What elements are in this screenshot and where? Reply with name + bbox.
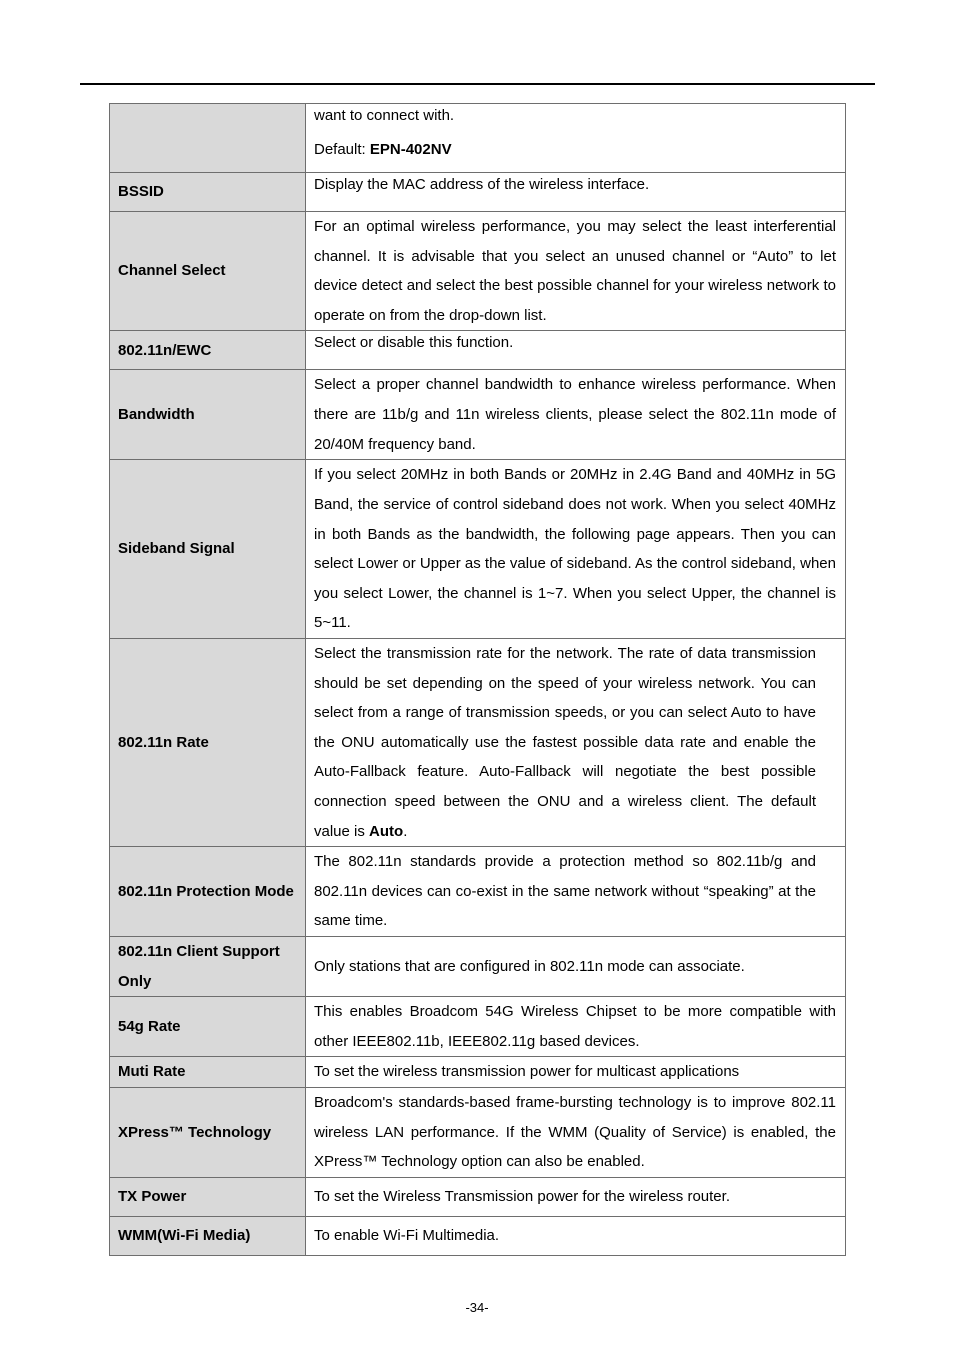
param-description: Display the MAC address of the wireless interface. xyxy=(306,173,846,212)
param-name: 54g Rate xyxy=(110,997,306,1057)
table-row xyxy=(110,1216,846,1255)
param-name: 802.11n Client Support Only xyxy=(110,937,306,997)
param-description: Select the transmission rate for the network. The rate of data transmission should be set depending on the speed of your wireless network. You can select from a range of transmission speeds, or you can select Auto to have the ONU automatically use the fastest possible data rate and enable the Auto-Fallback feature. Auto-Fallback will negotiate the best possible connection speed between the ONU and a wireless client. The default value is Auto. xyxy=(306,638,846,846)
param-name: 802.11n Protection Mode xyxy=(110,847,306,937)
table-row xyxy=(110,104,846,173)
default-value: EPN-402NV xyxy=(369,141,452,158)
param-description: To set the wireless transmission power for multicast applications xyxy=(306,1057,846,1088)
table-row xyxy=(110,370,846,460)
param-description: Select a proper channel bandwidth to enhance wireless performance. When there are 11b/g and 11n wireless clients, please select the 802.11n mode of 20/40M frequency band. xyxy=(306,370,846,460)
param-description: Broadcom's standards-based frame-bursting technology is to improve 802.11 wireless LAN performance. If the WMM (Quality of Service) is enabled, the XPress™ Technology option can also be enabled. xyxy=(306,1088,846,1178)
table-row xyxy=(110,460,846,639)
table-row xyxy=(110,997,846,1057)
param-description: For an optimal wireless performance, you may select the least interferential channel. It is advisable that you select an unused channel or “Auto” to let device detect and select the best possible channel for your wireless network to operate on from the drop-down list. xyxy=(306,212,846,331)
param-description xyxy=(306,104,846,173)
param-description: To enable Wi-Fi Multimedia. xyxy=(306,1216,846,1255)
param-description: To set the Wireless Transmission power for the wireless router. xyxy=(306,1177,846,1216)
param-name: WMM(Wi-Fi Media) xyxy=(110,1216,306,1255)
table-row xyxy=(110,173,846,212)
table-row xyxy=(110,1177,846,1216)
table-row xyxy=(110,1088,846,1178)
param-name: Muti Rate xyxy=(110,1057,306,1088)
table-row xyxy=(110,847,846,937)
param-name: Sideband Signal xyxy=(110,460,306,639)
description-text: want to connect with. xyxy=(314,107,455,124)
header-rule xyxy=(80,83,875,85)
param-name: TX Power xyxy=(110,1177,306,1216)
table-row xyxy=(110,1057,846,1088)
param-description: If you select 20MHz in both Bands or 20MHz in 2.4G Band and 40MHz in 5G Band, the service of control sideband does not work. When you select 40MHz in both Bands as the bandwidth, the following page appears. Then you can select Lower or Upper as the value of sideband. As the control sideband, when you select Lower, the channel is 1~7. When you select Upper, the channel is 5~11. xyxy=(306,460,846,639)
param-description: This enables Broadcom 54G Wireless Chipset to be more compatible with other IEEE802.11b, IEEE802.11g based devices. xyxy=(306,997,846,1057)
param-description: Only stations that are configured in 802.11n mode can associate. xyxy=(306,937,846,997)
table-row xyxy=(110,937,846,997)
parameter-table xyxy=(109,103,846,1256)
param-description: Select or disable this function. xyxy=(306,331,846,370)
param-description: The 802.11n standards provide a protection method so 802.11b/g and 802.11n devices can co-exist in the same network without “speaking” at the same time. xyxy=(306,847,846,937)
default-line: Default: EPN-402NV xyxy=(314,141,452,158)
table-row xyxy=(110,331,846,370)
param-name: XPress™ Technology xyxy=(110,1088,306,1178)
default-value: Auto xyxy=(369,822,404,840)
param-name: Bandwidth xyxy=(110,370,306,460)
param-name: BSSID xyxy=(110,173,306,212)
param-name: 802.11n Rate xyxy=(110,638,306,846)
page-number: -34- xyxy=(465,1300,489,1315)
param-name: Channel Select xyxy=(110,212,306,331)
param-name xyxy=(110,104,306,173)
param-name: 802.11n/EWC xyxy=(110,331,306,370)
table-row xyxy=(110,638,846,846)
table-row xyxy=(110,212,846,331)
